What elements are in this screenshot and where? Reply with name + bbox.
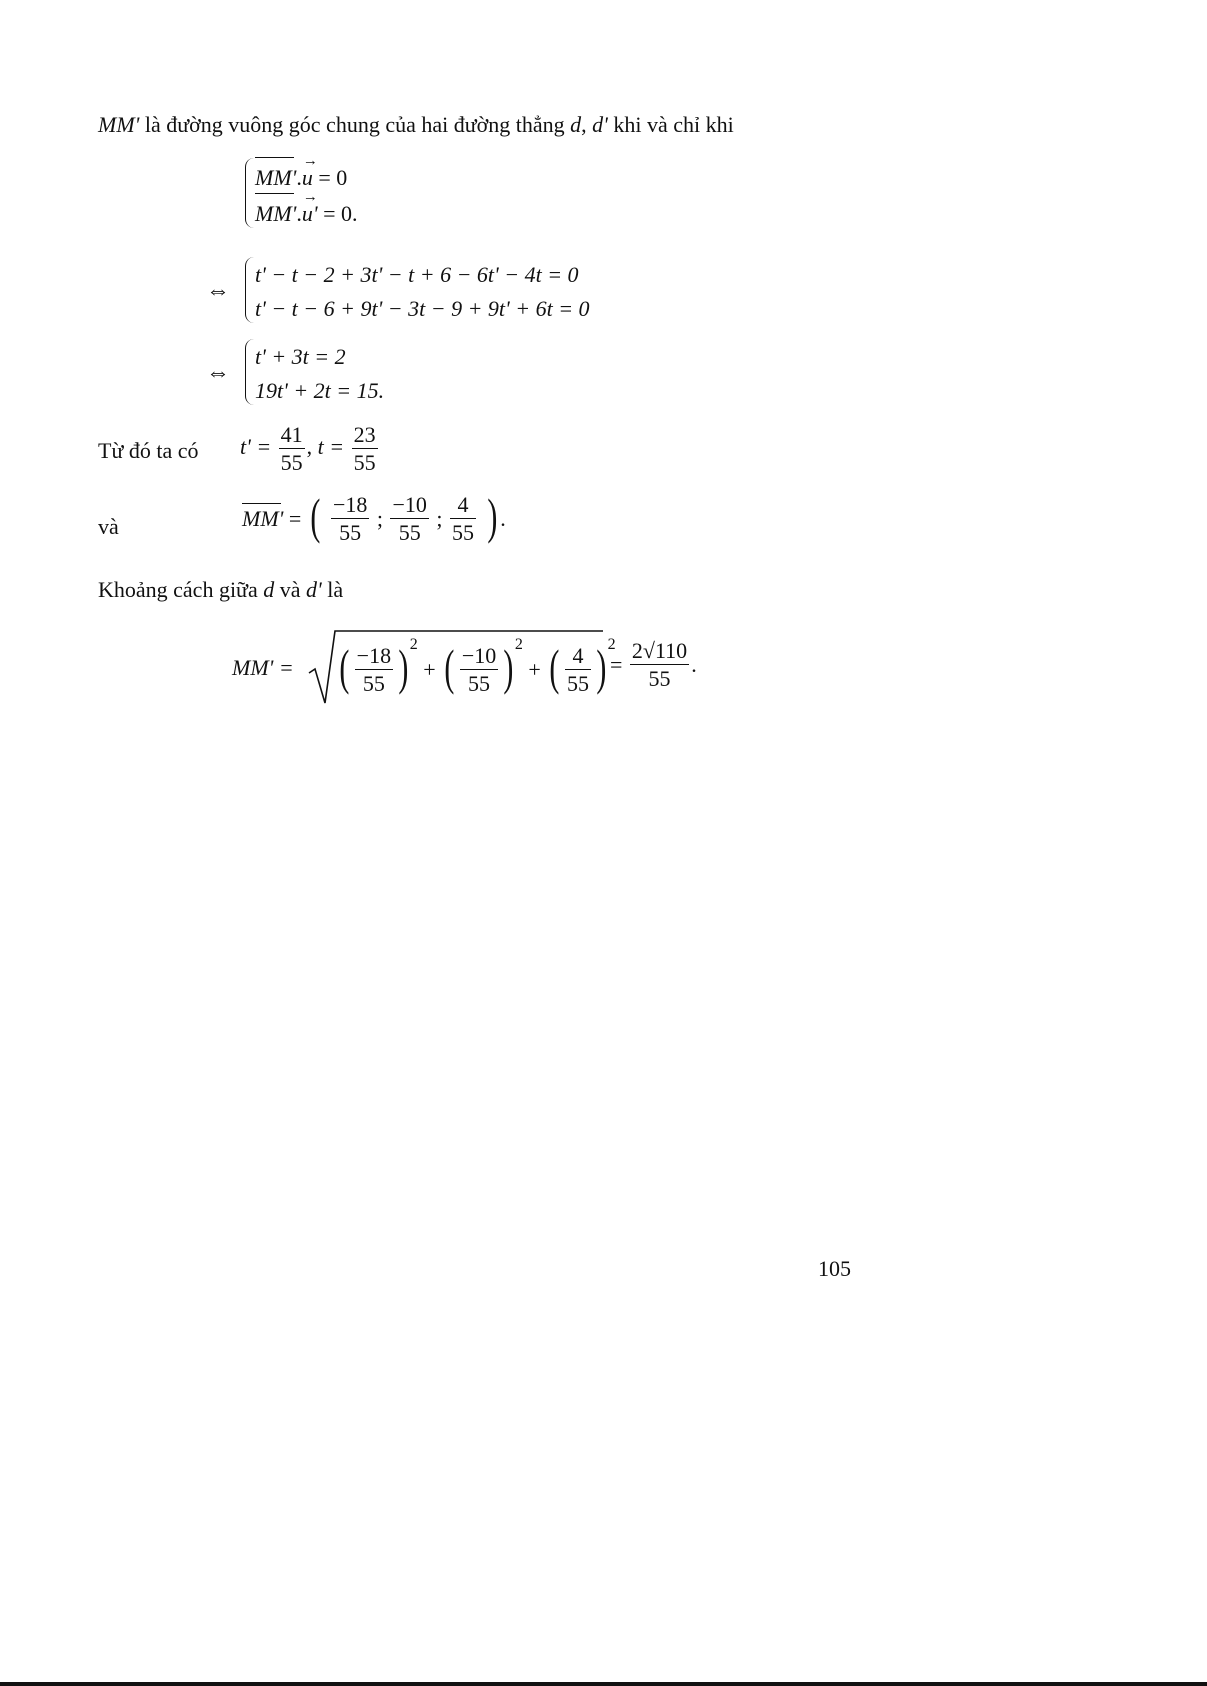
system1-vec2: MM' bbox=[255, 196, 296, 232]
vector-rparen: ) bbox=[486, 488, 497, 544]
distance-dp: d' bbox=[306, 577, 322, 602]
distance-text: Khoảng cách giữa bbox=[98, 577, 264, 602]
vector-a-frac bbox=[331, 494, 369, 544]
formula-c-frac bbox=[565, 642, 591, 696]
result-lead: Từ đó ta có bbox=[98, 438, 199, 463]
result-t: t = bbox=[317, 434, 345, 460]
vector-b-num: −10 bbox=[392, 492, 427, 517]
formula-res-den: 55 bbox=[648, 666, 671, 691]
system1-vec1: MM' bbox=[255, 160, 296, 196]
vector-semi-1: ; bbox=[376, 506, 383, 531]
distance-line bbox=[98, 577, 343, 603]
formula-a-lparen: ( bbox=[339, 638, 350, 695]
intro-text: là đường vuông góc chung của hai đường thẳng bbox=[139, 112, 571, 137]
formula-c-lparen: ( bbox=[549, 638, 560, 695]
system2-row2: t' − t − 6 + 9t' − 3t − 9 + 9t' + 6t = 0 bbox=[255, 296, 590, 321]
distance-d: d bbox=[263, 577, 275, 602]
system1-rest1: = 0 bbox=[312, 165, 348, 190]
vector-lparen: ( bbox=[310, 488, 321, 544]
result-t-den: 55 bbox=[353, 450, 376, 475]
iff-symbol-1: ⇔ bbox=[206, 278, 230, 304]
formula-radicand bbox=[336, 636, 616, 695]
formula-a-den: 55 bbox=[362, 670, 385, 696]
formula-plus-1: + bbox=[423, 656, 436, 682]
intro-tail: khi và chỉ khi bbox=[607, 112, 734, 137]
formula-c-exp: 2 bbox=[607, 636, 616, 653]
formula-a-exp: 2 bbox=[409, 636, 418, 653]
formula-res-frac bbox=[630, 640, 689, 690]
result-tp-num: 41 bbox=[280, 422, 303, 447]
system1-u1: → u bbox=[302, 160, 313, 196]
system2 bbox=[255, 258, 590, 326]
bottom-border bbox=[0, 1682, 1207, 1686]
formula-res-num: 2√110 bbox=[631, 638, 688, 663]
system3-brace bbox=[245, 339, 254, 405]
result-t-frac bbox=[352, 424, 378, 474]
formula-a-num: −18 bbox=[356, 642, 392, 668]
intro-comma: , bbox=[581, 112, 593, 137]
intro-d: d bbox=[570, 112, 582, 137]
vector-a-num: −18 bbox=[332, 492, 368, 517]
formula-c-rparen: ) bbox=[596, 638, 607, 695]
vector-eq: = bbox=[288, 506, 302, 531]
page-number: 105 bbox=[818, 1256, 851, 1281]
formula-c-den: 55 bbox=[566, 670, 589, 696]
result-tp-frac bbox=[279, 424, 305, 474]
system1-rest2: = 0. bbox=[317, 201, 358, 226]
system1-row1: MM'.→ u = 0 bbox=[255, 160, 358, 196]
vector-end: . bbox=[500, 506, 506, 531]
result-t-num: 23 bbox=[353, 422, 376, 447]
formula-a-rparen: ) bbox=[398, 638, 409, 695]
intro-mm: MM' bbox=[98, 112, 140, 137]
iff-symbol-2: ⇔ bbox=[206, 360, 230, 386]
vector-b-den: 55 bbox=[398, 520, 421, 545]
vector-semi-2: ; bbox=[436, 506, 443, 531]
formula-b-den: 55 bbox=[468, 670, 491, 696]
system2-brace bbox=[245, 257, 254, 323]
system3-row1: t' + 3t = 2 bbox=[255, 344, 346, 369]
system3 bbox=[255, 340, 384, 408]
system1-brace bbox=[245, 158, 254, 228]
result-sep: , bbox=[306, 434, 313, 460]
system1-row2: MM'.→ u' = 0. bbox=[255, 196, 358, 232]
vector-c-num: 4 bbox=[450, 494, 476, 519]
distance-la: là bbox=[321, 577, 344, 602]
formula-b-num: −10 bbox=[461, 642, 497, 668]
intro-dp: d' bbox=[592, 112, 608, 137]
formula-b-exp: 2 bbox=[514, 636, 523, 653]
system2-row1: t' − t − 2 + 3t' − t + 6 − 6t' − 4t = 0 bbox=[255, 262, 579, 287]
result-tp: t' = bbox=[240, 434, 272, 460]
formula-end: . bbox=[691, 652, 697, 677]
distance-va: và bbox=[274, 577, 307, 602]
vector-lead: và bbox=[98, 514, 119, 539]
vector-expr bbox=[242, 488, 506, 545]
result-values bbox=[240, 424, 380, 474]
formula-a-frac bbox=[355, 642, 393, 696]
vector-c-den: 55 bbox=[452, 520, 475, 545]
formula-lhs: MM' = bbox=[232, 655, 294, 680]
formula-c-num: 4 bbox=[565, 645, 591, 670]
formula-b-frac bbox=[460, 642, 498, 696]
result-tp-den: 55 bbox=[280, 450, 303, 475]
formula-result bbox=[610, 640, 697, 690]
vector-a-den: 55 bbox=[339, 520, 362, 545]
vector-c-frac bbox=[450, 494, 476, 544]
system3-row2: 19t' + 2t = 15. bbox=[255, 378, 385, 403]
system1-u2: → u' bbox=[302, 196, 318, 232]
system1 bbox=[255, 160, 358, 232]
formula-plus-2: + bbox=[528, 656, 541, 682]
vector-b-frac bbox=[390, 494, 428, 544]
intro-line bbox=[98, 112, 734, 138]
vector-label: MM' bbox=[242, 506, 284, 531]
formula-eq: = bbox=[610, 652, 623, 677]
formula-b-rparen: ) bbox=[503, 638, 514, 695]
formula-b-lparen: ( bbox=[444, 638, 455, 695]
